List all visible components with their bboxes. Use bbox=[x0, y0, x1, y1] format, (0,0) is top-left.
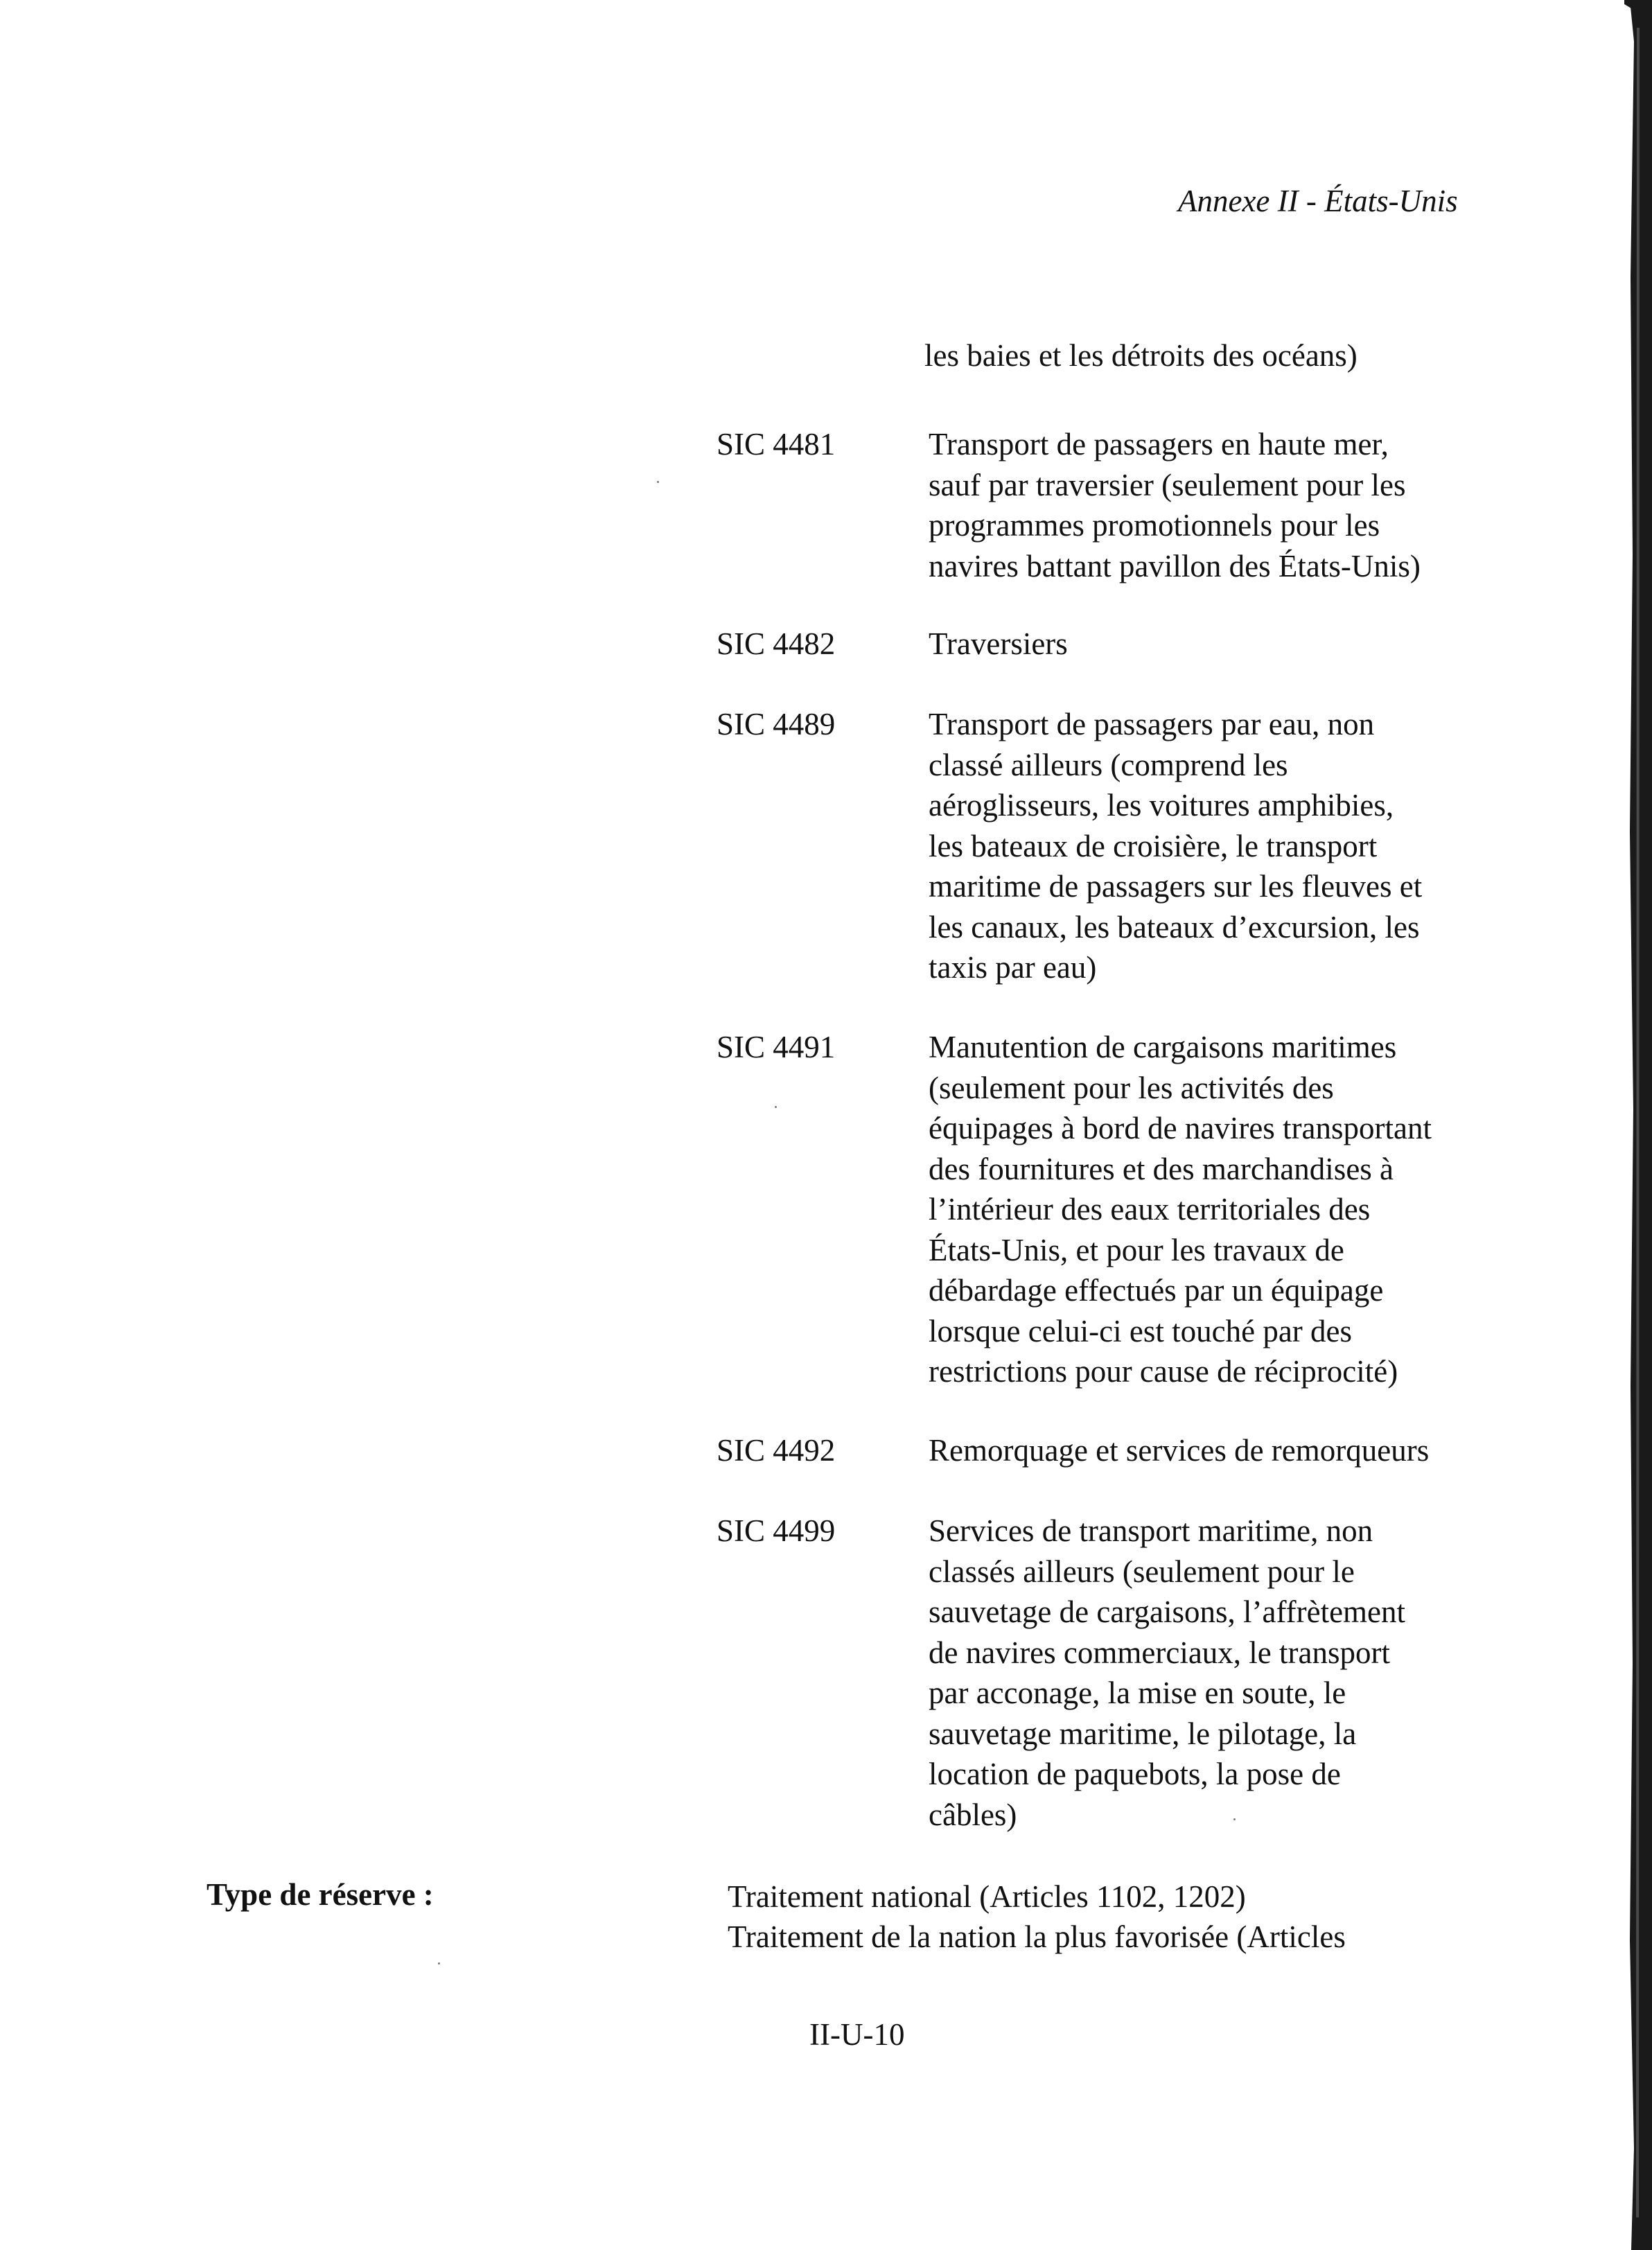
sic-code: SIC 4489 bbox=[717, 707, 836, 741]
reserve-line: Traitement de la nation la plus favorisée (Articles bbox=[728, 1919, 1346, 1954]
sic-code: SIC 4499 bbox=[717, 1513, 836, 1548]
sic-description: Traversiers bbox=[929, 626, 1068, 661]
sic-code: SIC 4492 bbox=[717, 1433, 836, 1468]
sic-code: SIC 4482 bbox=[717, 626, 836, 661]
page-number: II-U-10 bbox=[809, 2017, 905, 2052]
scan-speck bbox=[775, 1106, 777, 1108]
sic-description: Transport de passagers en haute mer, sauf par traversier (seulement pour les programmes promotionnels pour les navires battant pavillon des États-Unis) bbox=[929, 427, 1421, 583]
sic-description: Manutention de cargaisons maritimes (seulement pour les activités des équipages à bord de navires transportant des fournitures et des marchandises à l’intérieur des eaux territoriales des États-Unis, et pour les travaux de débardage effectués par un équipage lorsque celui-ci est touché par des restrictions pour cause de réciprocité) bbox=[929, 1030, 1432, 1389]
sic-code: SIC 4491 bbox=[717, 1030, 836, 1064]
running-header: Annexe II - États-Unis bbox=[1178, 184, 1458, 218]
reserve-type-values bbox=[728, 1877, 1346, 1957]
sic-description: Transport de passagers par eau, non classé ailleurs (comprend les aéroglisseurs, les voitures amphibies, les bateaux de croisière, le transport maritime de passagers sur les fleuves et les canaux, les bateaux d’excursion, les taxis par eau) bbox=[929, 707, 1423, 985]
scan-speck bbox=[1233, 1818, 1236, 1820]
scan-binding-edge bbox=[1624, 0, 1652, 2250]
sic-description: Remorquage et services de remorqueurs bbox=[929, 1433, 1430, 1468]
reserve-type-label: Type de réserve : bbox=[206, 1877, 434, 1912]
continuation-text: les baies et les détroits des océans) bbox=[924, 338, 1357, 373]
sic-description: Services de transport maritime, non classés ailleurs (seulement pour le sauvetage de cargaisons, l’affrètement de navires commerciaux, le transport par acconage, la mise en soute, le sauvetage maritime, le pilotage, la location de paquebots, la pose de câbles) bbox=[929, 1513, 1406, 1832]
reserve-line: Traitement national (Articles 1102, 1202) bbox=[728, 1879, 1246, 1914]
sic-code: SIC 4481 bbox=[717, 427, 836, 462]
scan-speck bbox=[438, 1962, 440, 1965]
scan-speck bbox=[657, 481, 659, 483]
